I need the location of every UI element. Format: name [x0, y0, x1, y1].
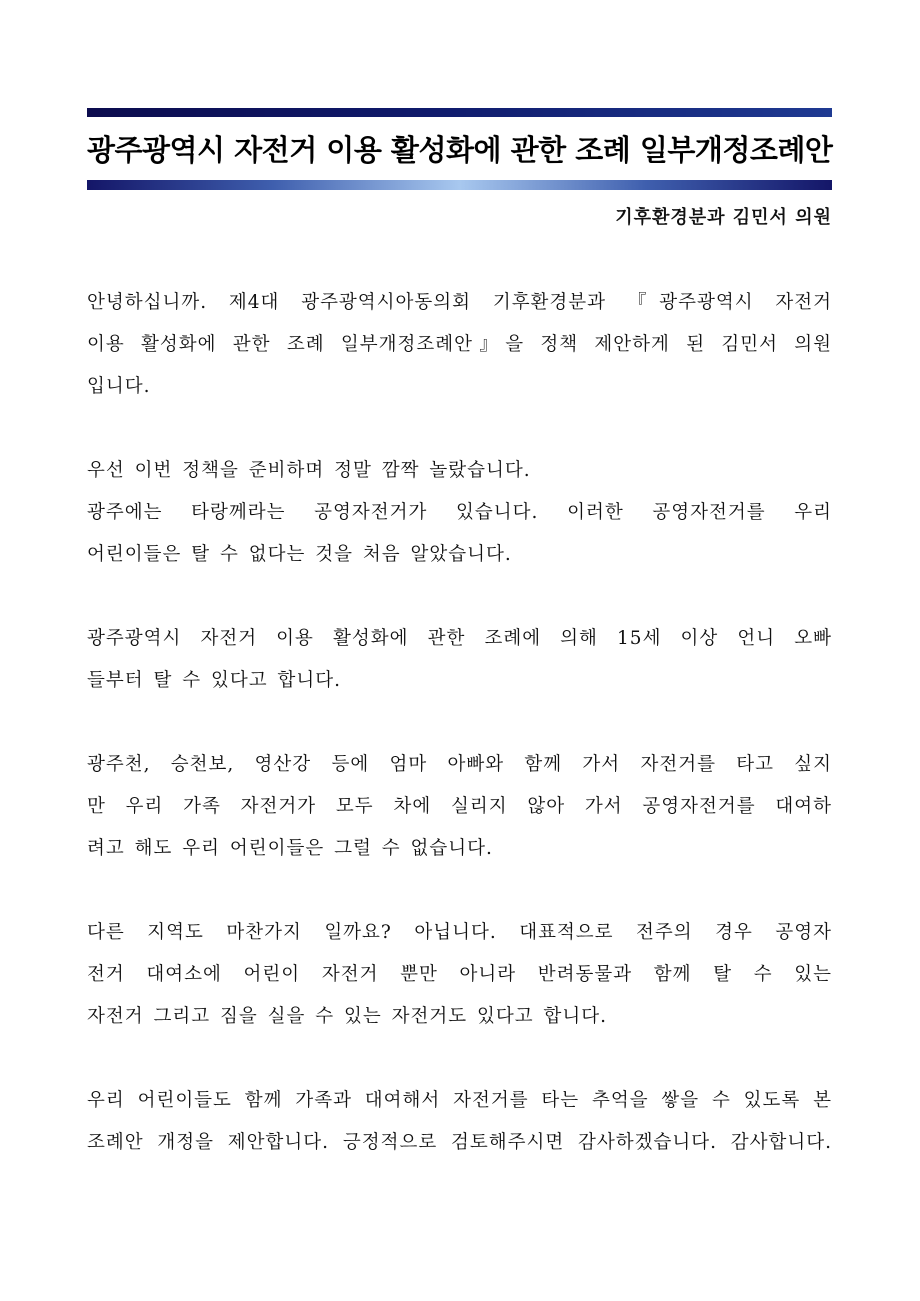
paragraph-line: 조례안 개정을 제안합니다. 긍정적으로 검토해주시면 감사하겠습니다. 감사합니다. [87, 1132, 832, 1153]
paragraph-line: 광주천, 승천보, 영산강 등에 엄마 아빠와 함께 가서 자전거를 타고 싶지 [87, 754, 832, 775]
paragraph-line: 자전거 그리고 짐을 실을 수 있는 자전거도 있다고 합니다. [87, 1006, 607, 1027]
paragraph-3 [87, 618, 832, 702]
document-title: 광주광역시 자전거 이용 활성화에 관한 조례 일부개정조례안 [87, 133, 833, 167]
paragraph-line: 전거 대여소에 어린이 자전거 뿐만 아니라 반려동물과 함께 탈 수 있는 [87, 964, 832, 985]
paragraph-1 [87, 282, 832, 408]
paragraph-4 [87, 744, 832, 870]
paragraph-line: 안녕하십니까. 제4대 광주광역시아동의회 기후환경분과 『광주광역시 자전거 [87, 292, 832, 313]
paragraph-line: 이용 활성화에 관한 조례 일부개정조례안』을 정책 제안하게 된 김민서 의원 [87, 334, 832, 355]
paragraph-2 [87, 450, 832, 576]
paragraph-line: 광주에는 타랑께라는 공영자전거가 있습니다. 이러한 공영자전거를 우리 [87, 502, 832, 523]
title-bar-bottom [87, 180, 832, 190]
title-bar-top [87, 108, 832, 117]
paragraph-line: 우리 어린이들도 함께 가족과 대여해서 자전거를 타는 추억을 쌓을 수 있도록 본 [87, 1090, 832, 1111]
document-body [87, 282, 832, 1206]
paragraph-6 [87, 1080, 832, 1164]
paragraph-line: 려고 해도 우리 어린이들은 그럴 수 없습니다. [87, 838, 493, 859]
paragraph-line: 어린이들은 탈 수 없다는 것을 처음 알았습니다. [87, 544, 512, 565]
paragraph-5 [87, 912, 832, 1038]
paragraph-line: 만 우리 가족 자전거가 모두 차에 실리지 않아 가서 공영자전거를 대여하 [87, 796, 832, 817]
author-line: 기후환경분과 김민서 의원 [615, 207, 832, 228]
paragraph-line: 들부터 탈 수 있다고 합니다. [87, 670, 341, 691]
title-block [87, 108, 832, 192]
paragraph-line: 광주광역시 자전거 이용 활성화에 관한 조례에 의해 15세 이상 언니 오빠 [87, 628, 832, 649]
paragraph-line: 다른 지역도 마찬가지 일까요? 아닙니다. 대표적으로 전주의 경우 공영자 [87, 922, 832, 943]
paragraph-line: 입니다. [87, 376, 151, 397]
paragraph-line: 우선 이번 정책을 준비하며 정말 깜짝 놀랐습니다. [87, 460, 531, 481]
